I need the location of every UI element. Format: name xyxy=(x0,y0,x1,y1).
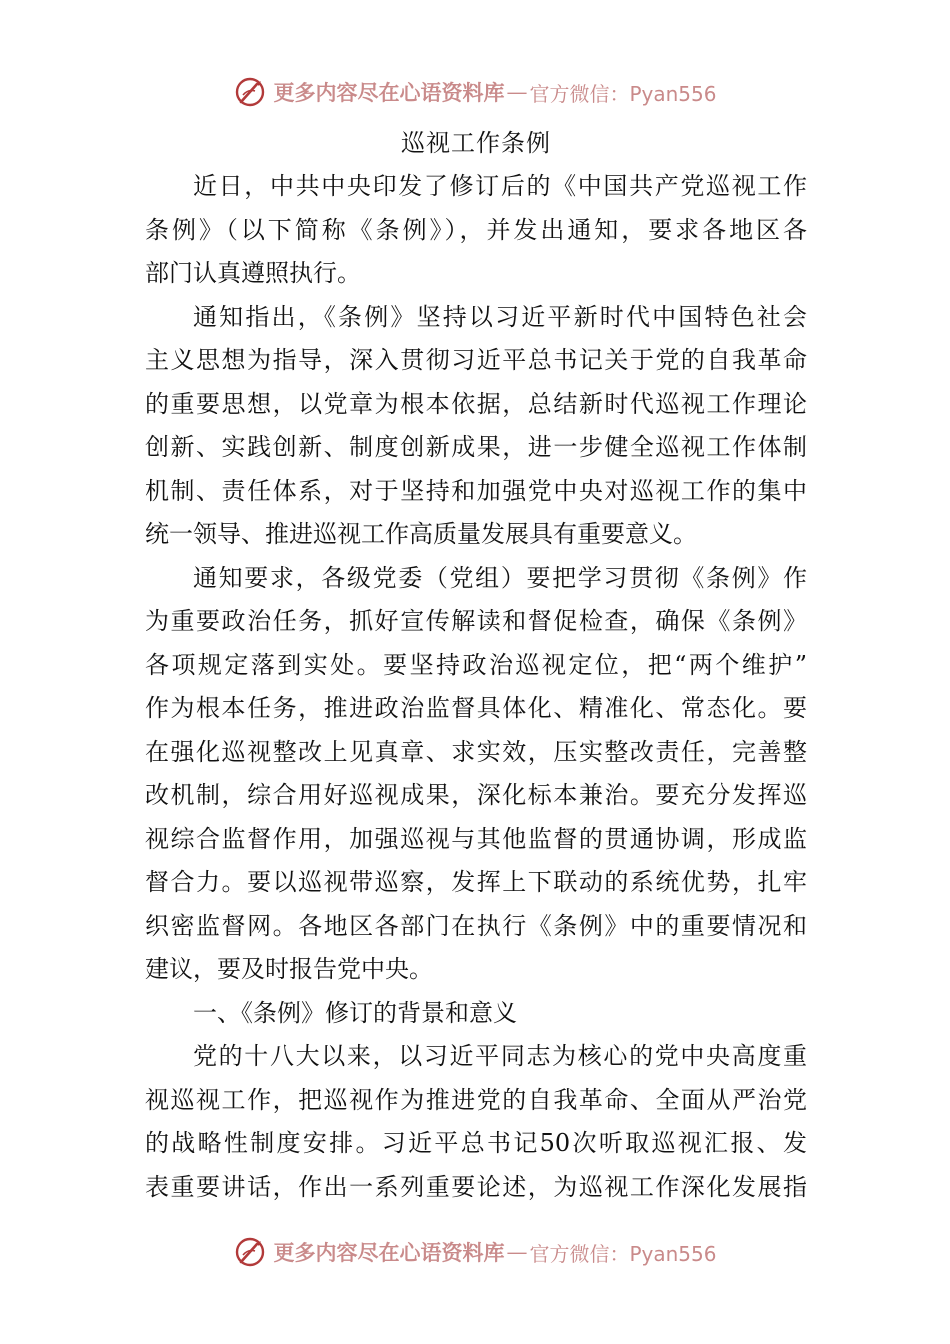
document-title: 巡视工作条例 xyxy=(401,129,551,157)
watermark-header xyxy=(0,72,950,112)
watermark-contact-text: 官方微信：Pyan556 xyxy=(529,81,717,106)
text-line: 作为根本任务，推进政治监督具体化、精准化、常态化。要 xyxy=(145,694,807,722)
watermark-brand-text: 更多内容尽在心语资料库 xyxy=(273,80,505,105)
text-line: 建议，要及时报告党中央。 xyxy=(145,955,433,983)
text-line: 在强化巡视整改上见真章、求实效，压实整改责任，完善整 xyxy=(145,737,807,766)
text-line: 机制、责任体系，对于坚持和加强党中央对巡视工作的集中 xyxy=(145,476,807,505)
document-body xyxy=(145,122,807,1209)
text-line: 改机制，综合用好巡视成果，深化标本兼治。要充分发挥巡 xyxy=(145,781,807,809)
text-line: 部门认真遵照执行。 xyxy=(145,259,361,287)
section-heading: 一、《条例》修订的背景和意义 xyxy=(193,998,517,1027)
text-line: 为重要政治任务，抓好宣传解读和督促检查，确保《条例》 xyxy=(145,607,807,635)
pen-circle-logo-icon xyxy=(233,1235,267,1269)
watermark-dash: — xyxy=(506,80,528,104)
text-line: 各项规定落到实处。要坚持政治巡视定位，把“两个维护” xyxy=(145,650,807,679)
text-line: 统一领导、推进巡视工作高质量发展具有重要意义。 xyxy=(145,520,697,548)
text-line: 的战略性制度安排。习近平总书记50次听取巡视汇报、发 xyxy=(145,1129,807,1157)
pen-circle-logo-icon xyxy=(233,75,267,109)
text-line: 创新、实践创新、制度创新成果，进一步健全巡视工作体制 xyxy=(145,433,807,461)
text-line: 视综合监督作用，加强巡视与其他监督的贯通协调，形成监 xyxy=(145,824,807,853)
text-line: 通知要求，各级党委（党组）要把学习贯彻《条例》作 xyxy=(193,563,807,592)
text-line: 督合力。要以巡视带巡察，发挥上下联动的系统优势，扎牢 xyxy=(145,868,807,896)
text-line: 视巡视工作，把巡视作为推进党的自我革命、全面从严治党 xyxy=(145,1085,807,1114)
text-line: 条例》（以下简称《条例》），并发出通知，要求各地区各 xyxy=(145,215,807,244)
text-line: 的重要思想，以党章为根本依据，总结新时代巡视工作理论 xyxy=(145,389,807,418)
watermark-footer xyxy=(0,1232,950,1272)
watermark-brand-text: 更多内容尽在心语资料库 xyxy=(273,1240,505,1265)
text-line: 主义思想为指导，深入贯彻习近平总书记关于党的自我革命 xyxy=(145,346,807,374)
text-line: 表重要讲话，作出一系列重要论述，为巡视工作深化发展指 xyxy=(145,1172,807,1201)
text-line: 近日，中共中央印发了修订后的《中国共产党巡视工作 xyxy=(193,172,807,200)
text-line: 通知指出，《条例》坚持以习近平新时代中国特色社会 xyxy=(193,302,807,331)
text-line: 党的十八大以来，以习近平同志为核心的党中央高度重 xyxy=(193,1042,807,1070)
text-line: 织密监督网。各地区各部门在执行《条例》中的重要情况和 xyxy=(145,911,807,940)
watermark-dash: — xyxy=(506,1240,528,1264)
watermark-contact-text: 官方微信：Pyan556 xyxy=(529,1241,717,1266)
